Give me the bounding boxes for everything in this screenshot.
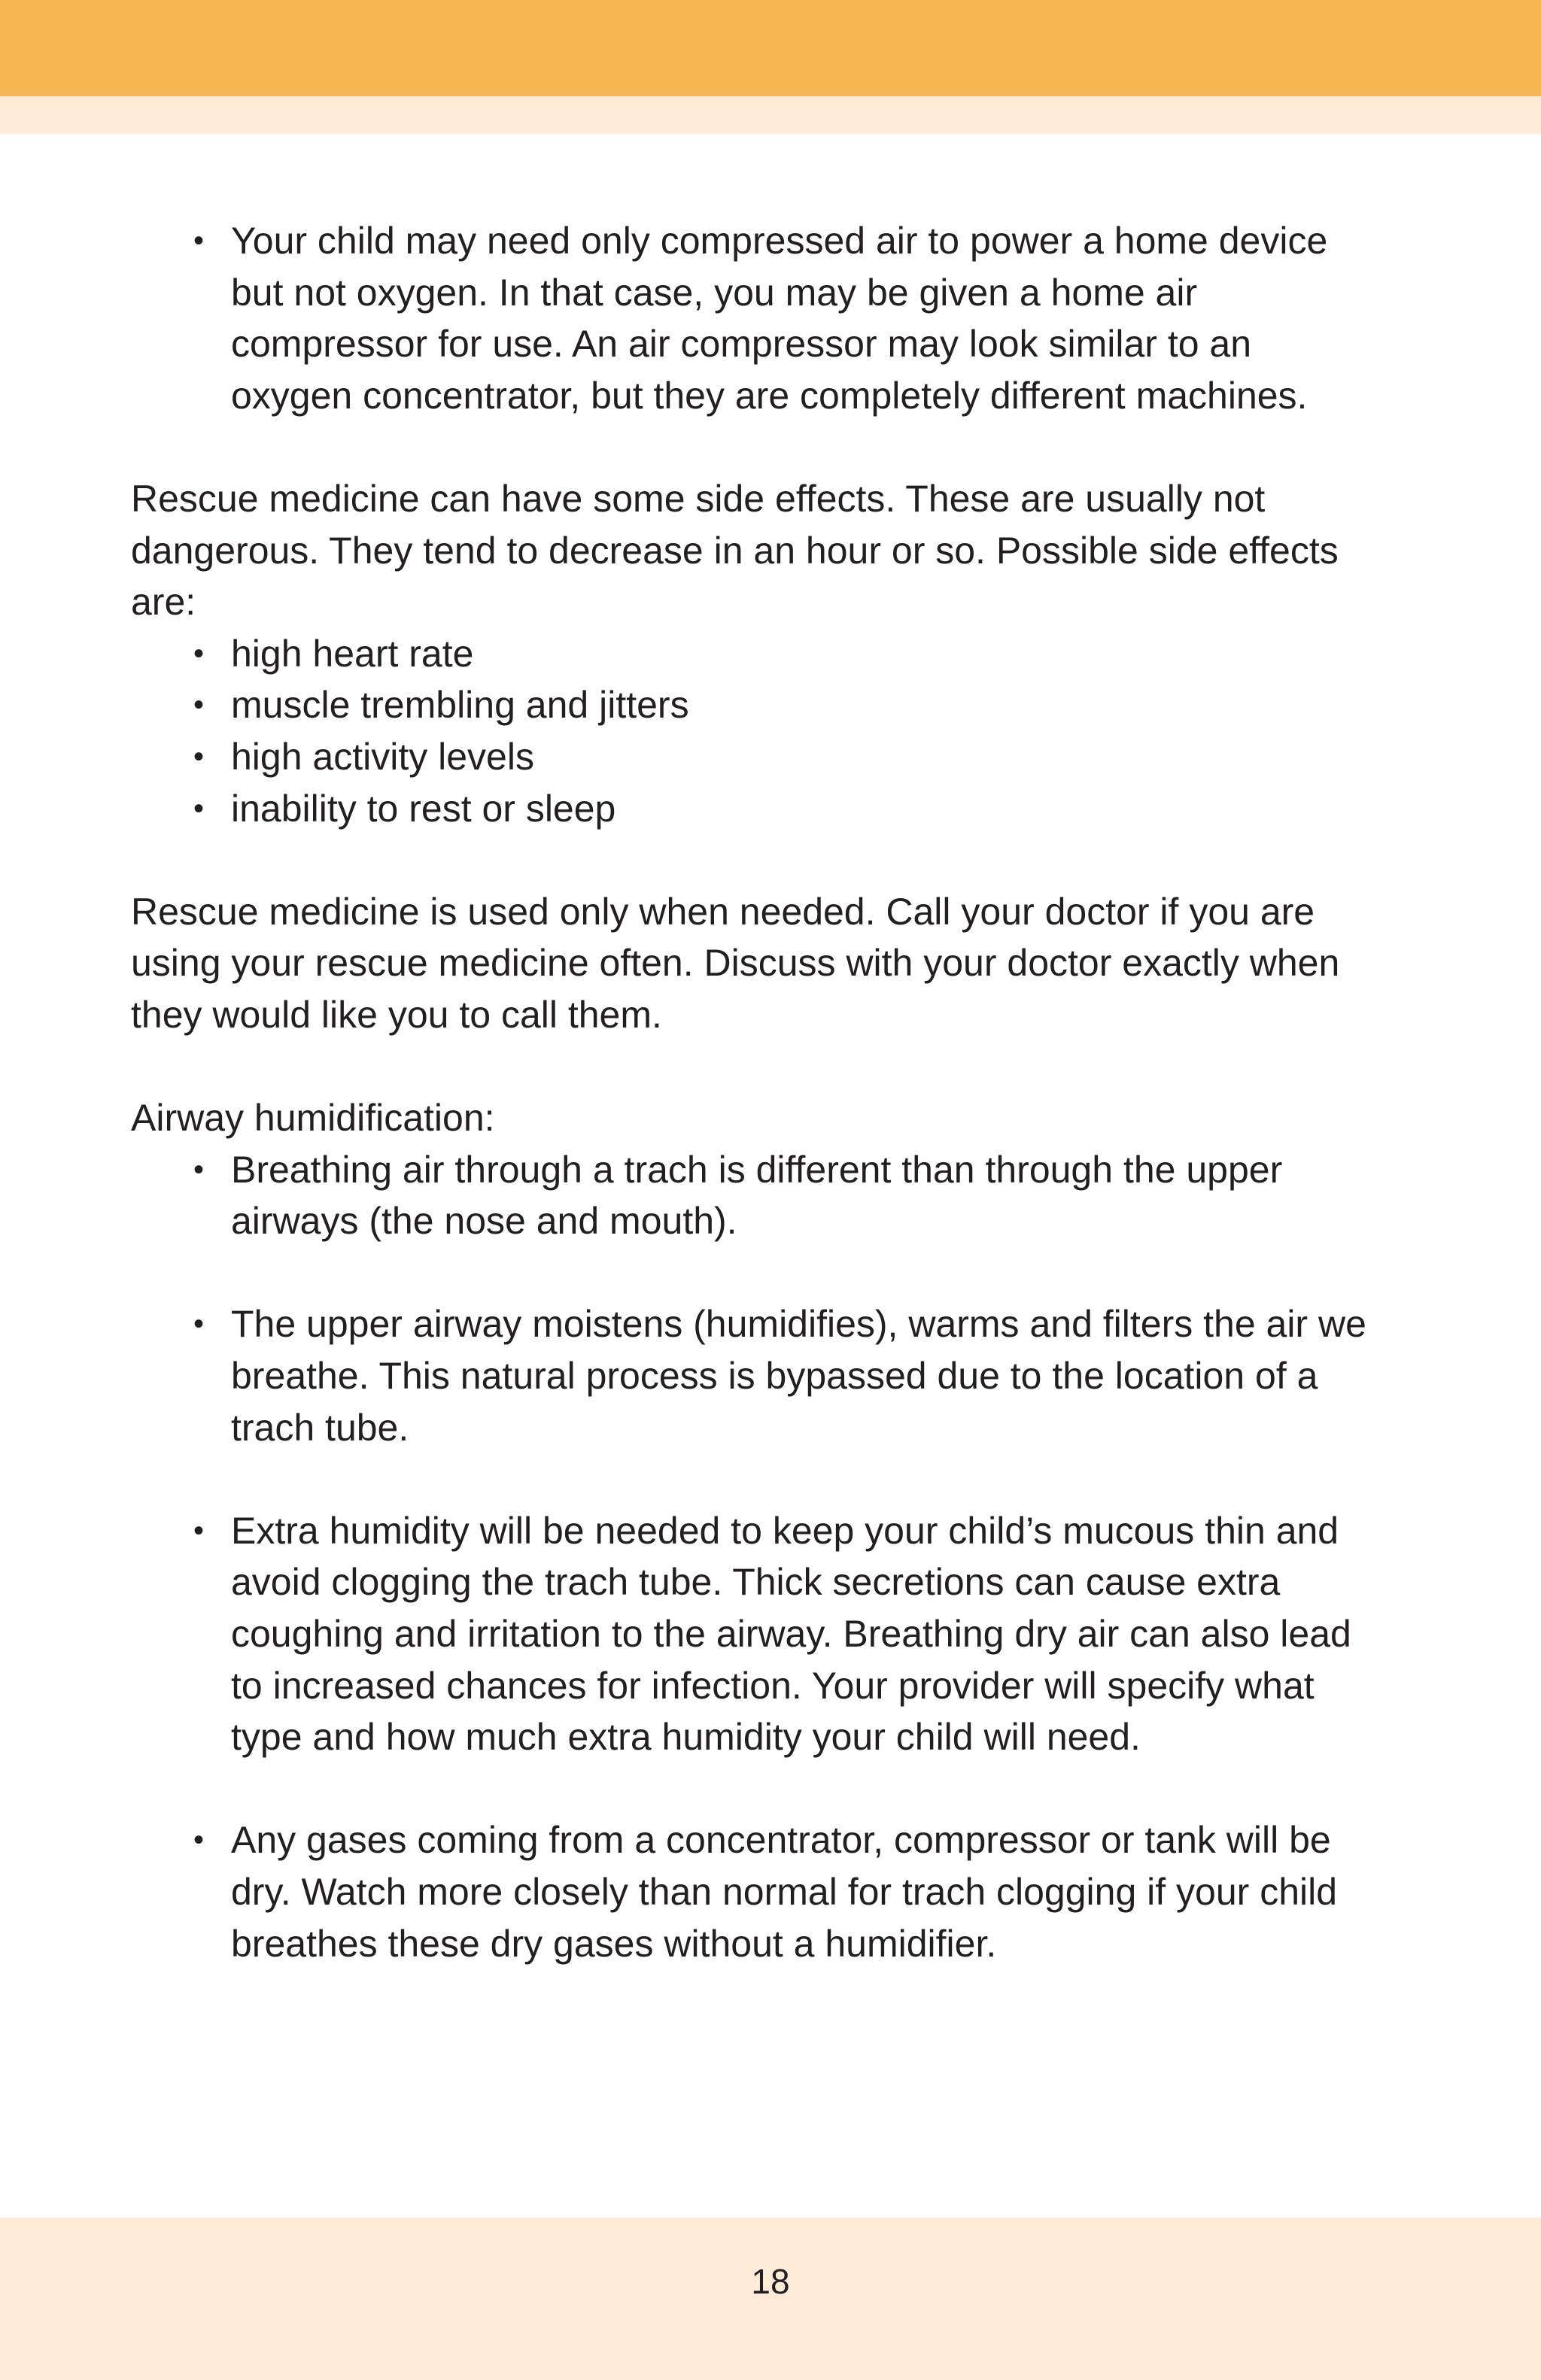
bullet-icon: • xyxy=(193,1307,205,1341)
bullet-icon: • xyxy=(193,1513,205,1547)
list-item xyxy=(193,215,1367,421)
list-item xyxy=(193,731,1410,783)
bullet-icon: • xyxy=(193,1823,205,1857)
spacer xyxy=(131,421,1410,473)
list-item-text: high heart rate xyxy=(231,632,474,675)
list-item xyxy=(193,628,1410,680)
header-strip xyxy=(0,96,1541,134)
page-content xyxy=(131,215,1410,1969)
list-item xyxy=(193,679,1410,731)
list-item-text: The upper airway moistens (humidifies), warms and filters the air we breathe. This natural process is bypassed due to the location of a trach tube. xyxy=(231,1303,1366,1449)
list-item-text: Extra humidity will be needed to keep your child’s mucous thin and avoid clogging the trach tube. Thick secretions can cause extra coughing and irritation to the airway. Breathing dry air can also lead to increased chances for infection. Your provider will specify what type and how much extra humidity your child will need. xyxy=(231,1509,1351,1759)
list-item xyxy=(193,1298,1375,1453)
list-item xyxy=(193,1505,1375,1763)
page-number: 18 xyxy=(751,2262,790,2301)
list-item-text: Any gases coming from a concentrator, compressor or tank will be dry. Watch more closely than normal for trach clogging if your child breathes these dry gases without a humidifier. xyxy=(231,1819,1338,1965)
bullet-icon: • xyxy=(193,636,205,670)
spacer xyxy=(131,834,1410,886)
list-item-text: muscle trembling and jitters xyxy=(231,684,689,727)
compressor-bullets xyxy=(131,215,1410,421)
list-item-text: inability to rest or sleep xyxy=(231,787,616,830)
spacer xyxy=(131,1041,1410,1093)
bullet-icon: • xyxy=(193,224,205,257)
bullet-icon: • xyxy=(193,1152,205,1186)
side-effects-intro: Rescue medicine can have some side effects. These are usually not dangerous. They tend to decrease in an hour or so. Possible side effects are: xyxy=(131,477,1339,624)
list-item-text: Your child may need only compressed air to power a home device but not oxygen. In that case, you may be given a home air compressor for use. An air compressor may look similar to an oxygen concentrator, but they are completely different machines. xyxy=(231,220,1328,417)
list-item-text: Breathing air through a trach is different than through the upper airways (the nose and mouth). xyxy=(231,1148,1283,1243)
header-band xyxy=(0,0,1541,96)
list-item xyxy=(193,1814,1360,1969)
humidification-list xyxy=(131,1144,1410,1970)
list-item xyxy=(193,783,1410,835)
list-item-text: high activity levels xyxy=(231,735,534,778)
bullet-icon: • xyxy=(193,791,205,825)
humidification-heading: Airway humidification: xyxy=(131,1097,495,1140)
bullet-icon: • xyxy=(193,739,205,773)
bullet-icon: • xyxy=(193,688,205,722)
rescue-usage-paragraph: Rescue medicine is used only when needed. Call your doctor if you are using your rescue medicine often. Discuss with your doctor exactly when they would like you to call them. xyxy=(131,890,1340,1036)
list-item xyxy=(193,1144,1375,1247)
side-effects-list xyxy=(131,628,1410,834)
